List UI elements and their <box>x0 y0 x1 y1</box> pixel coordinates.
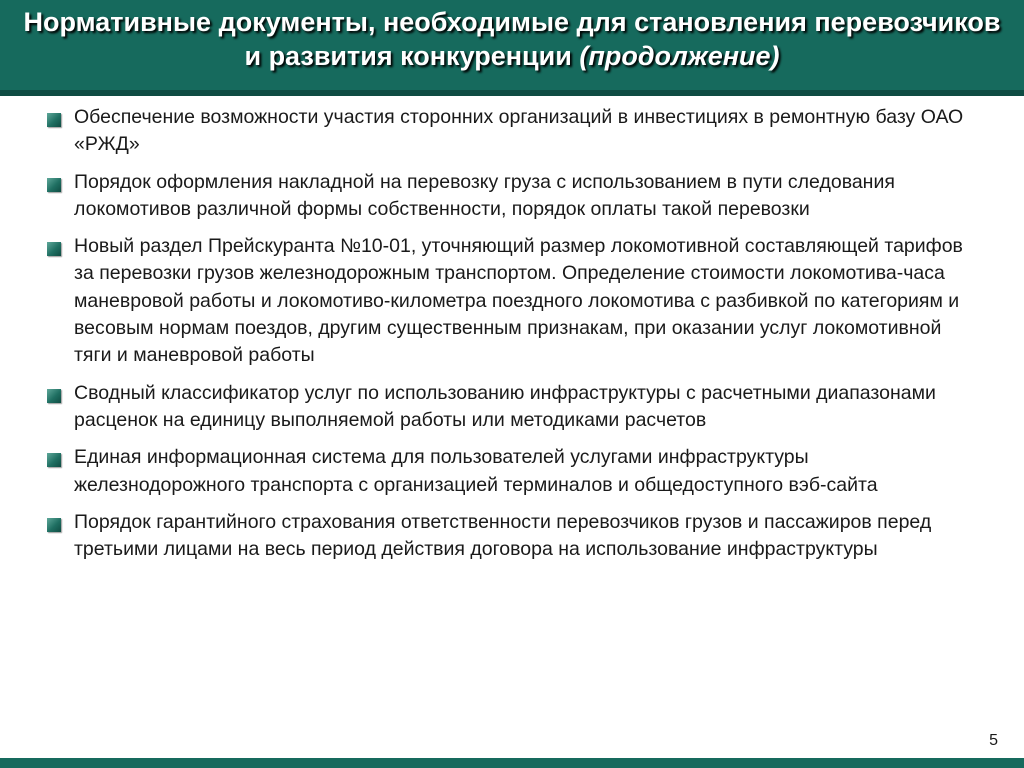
square-bullet-icon <box>47 518 61 532</box>
list-item-text: Порядок гарантийного страхования ответственности перевозчиков грузов и пассажиров перед третьими лицами на весь период действия договора на использование инфраструктуры <box>74 510 932 561</box>
list-item-text: Новый раздел Прейскуранта №10-01, уточняющий размер локомотивной составляющей тарифов за перевозки грузов железнодорожным транспортом. Определение стоимости локомотива-часа маневровой работы и локомотиво-километра поездного локомотива с разбивкой по категориям и весовым нормам поездов, другим существенным признакам, при оказании услуг локомотивной тяги и маневровой работы <box>74 235 963 367</box>
list-item-text: Единая информационная система для пользователей услугами инфраструктуры железнодорожного транспорта с организацией терминалов и общедоступного вэб-сайта <box>74 446 878 496</box>
slide-title <box>20 5 1004 73</box>
square-bullet-icon <box>47 242 61 256</box>
square-bullet-icon <box>47 453 61 467</box>
bullet-list <box>44 104 974 573</box>
footer-bar <box>0 758 1024 768</box>
list-item <box>44 233 974 369</box>
square-bullet-icon <box>47 389 61 403</box>
title-main: Нормативные документы, необходимые для становления перевозчиков и развития конкуренции <box>23 7 1001 71</box>
title-underline <box>0 90 1024 96</box>
list-item <box>44 509 974 564</box>
title-banner <box>0 0 1024 90</box>
list-item <box>44 169 974 224</box>
page-number: 5 <box>989 732 998 749</box>
list-item <box>44 104 974 159</box>
list-item <box>44 380 974 435</box>
list-item-text: Сводный классификатор услуг по использованию инфраструктуры с расчетными диапазонами расценок на единицу выполняемой работы или методиками расчетов <box>74 381 936 431</box>
list-item-text: Обеспечение возможности участия сторонних организаций в инвестициях в ремонтную базу ОАО «РЖД» <box>74 106 964 156</box>
list-item-text: Порядок оформления накладной на перевозку груза с использованием в пути следования локомотивов различной формы собственности, порядок оплаты такой перевозки <box>74 170 895 220</box>
list-item <box>44 444 974 499</box>
square-bullet-icon <box>47 113 61 127</box>
title-suffix: (продолжение) <box>579 41 780 71</box>
square-bullet-icon <box>47 178 61 192</box>
